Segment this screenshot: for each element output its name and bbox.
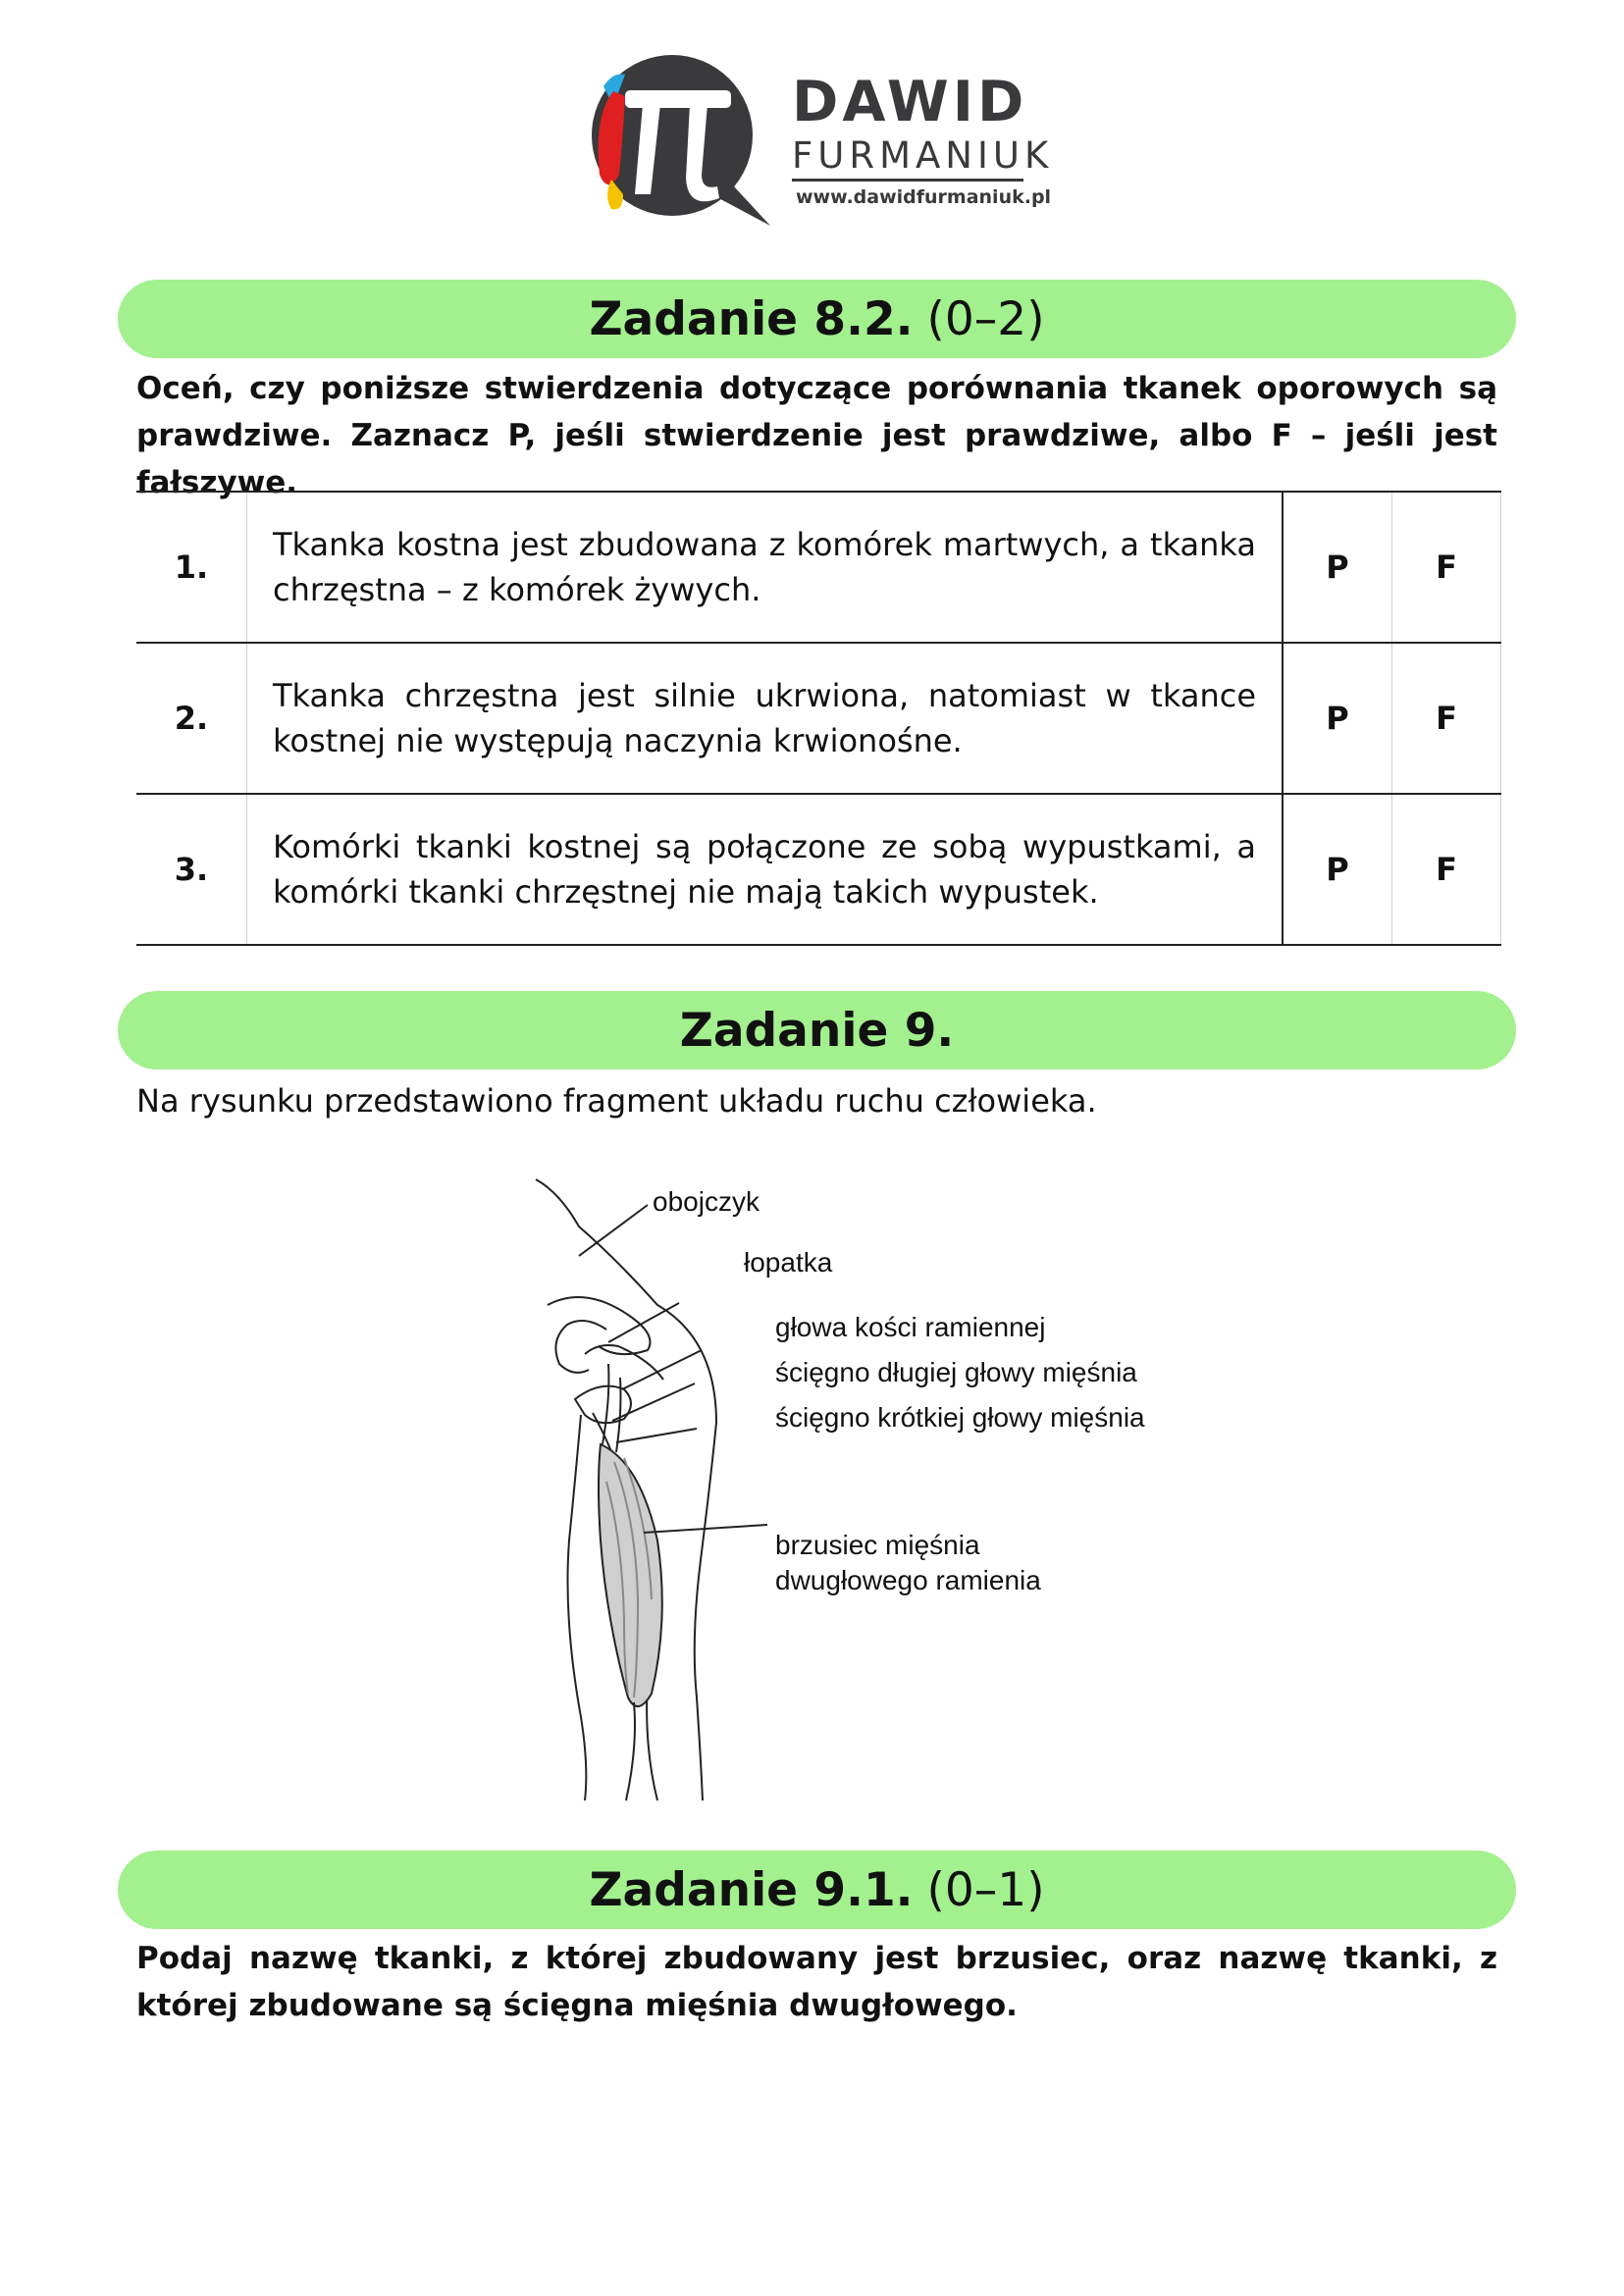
label-sciegno-dlugiej: ścięgno długiej głowy mięśnia <box>775 1357 1137 1387</box>
label-sciegno-krotkiej: ścięgno krótkiej głowy mięśnia <box>775 1402 1145 1433</box>
label-obojczyk: obojczyk <box>653 1186 760 1217</box>
task-title: Zadanie 9. <box>679 1003 955 1058</box>
row-statement: Komórki tkanki kostnej są połączone ze sobą wypustkami, a komórki tkanki chrzęstnej nie mają takich wypustek. <box>247 794 1283 945</box>
pi-logo-icon <box>564 47 780 234</box>
row-number: 2. <box>136 643 247 794</box>
answer-f-cell[interactable]: F <box>1392 643 1501 794</box>
arm-drawing <box>491 1168 1178 1805</box>
table-row <box>136 643 1501 794</box>
brand-name-line2: FURMANIUK <box>792 134 1054 177</box>
row-statement: Tkanka chrzęstna jest silnie ukrwiona, natomiast w tkance kostnej nie występują naczynia krwionośne. <box>247 643 1283 794</box>
label-brzusiec-line1: brzusiec mięśnia <box>775 1530 980 1560</box>
answer-p-cell[interactable]: P <box>1283 794 1392 945</box>
label-lopatka: łopatka <box>744 1247 833 1278</box>
row-number: 1. <box>136 492 247 643</box>
task-title: Zadanie 9.1. <box>589 1862 914 1917</box>
true-false-table <box>136 491 1501 946</box>
answer-p-cell[interactable]: P <box>1283 643 1392 794</box>
label-glowa-kosci: głowa kości ramiennej <box>775 1312 1046 1342</box>
task-title: Zadanie 8.2. <box>589 291 914 346</box>
brand-name-line1: DAWID <box>792 70 1028 134</box>
task-9-1-instruction: Podaj nazwę tkanki, z której zbudowany jest brzusiec, oraz nazwę tkanki, z której zbudowane są ścięgna mięśnia dwugłowego. <box>136 1941 1497 2023</box>
brand-divider <box>792 179 1023 182</box>
publisher-logo <box>564 47 1054 234</box>
task-points: (0–2) <box>926 291 1045 346</box>
answer-p-cell[interactable]: P <box>1283 492 1392 643</box>
label-brzusiec-line2: dwugłowego ramienia <box>775 1565 1041 1595</box>
task-points: (0–1) <box>926 1862 1045 1917</box>
answer-f-cell[interactable]: F <box>1392 492 1501 643</box>
row-number: 3. <box>136 794 247 945</box>
task-9-1-header <box>118 1851 1516 1929</box>
task-9-header <box>118 991 1516 1070</box>
task-8-2-header <box>118 280 1516 358</box>
arm-anatomy-figure <box>491 1168 1178 1805</box>
table-row <box>136 492 1501 643</box>
row-statement: Tkanka kostna jest zbudowana z komórek martwych, a tkanka chrzęstna – z komórek żywych. <box>247 492 1283 643</box>
answer-f-cell[interactable]: F <box>1392 794 1501 945</box>
brand-url: www.dawidfurmaniuk.pl <box>796 186 1052 208</box>
task-9-intro: Na rysunku przedstawiono fragment układu ruchu człowieka. <box>136 1082 1097 1120</box>
task-8-2-instruction: Oceń, czy poniższe stwierdzenia dotyczące porównania tkanek oporowych są prawdziwe. Zaznacz P, jeśli stwierdzenie jest prawdziwe, albo F – jeśli jest fałszywe. <box>136 371 1497 500</box>
table-row <box>136 794 1501 945</box>
